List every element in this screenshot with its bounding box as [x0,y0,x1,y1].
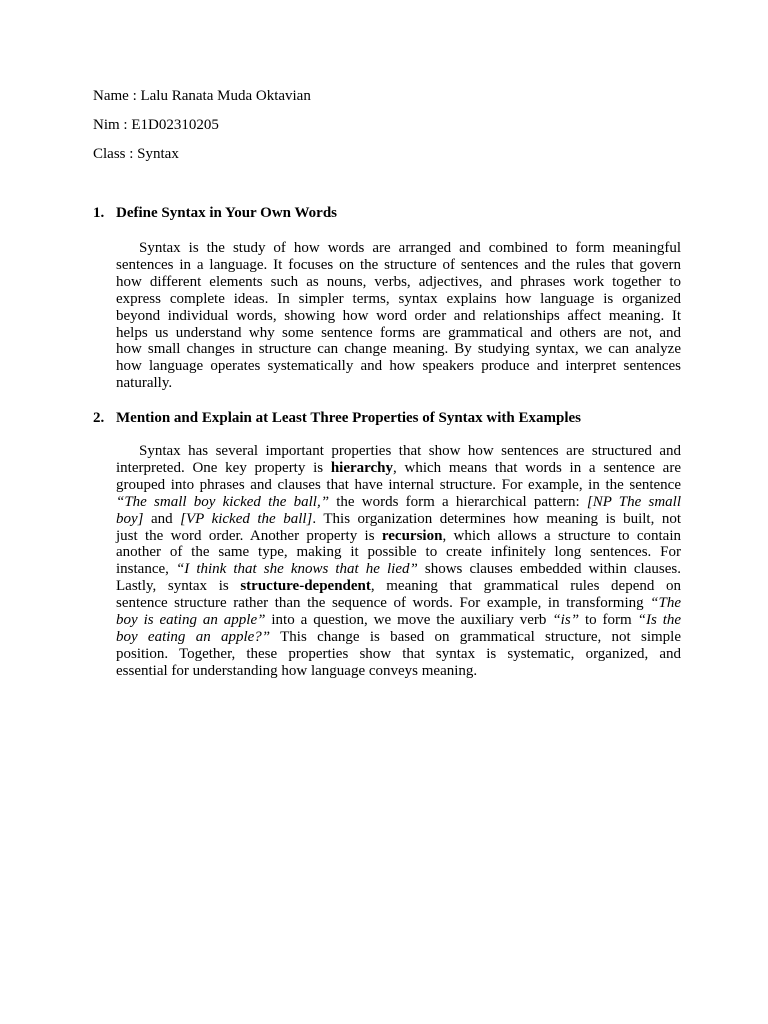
answer-line [116,477,681,494]
answer-line: how language operates systematically and how speakers produce and interpret sentences [116,358,681,375]
text-run: Syntax has several important properties that show how sentences are structured and [139,443,681,459]
text-run: essential for understanding how language conveys meaning. [116,662,478,679]
answer-line: beyond individual words, showing how word order and relationships affect meaning. It [116,307,681,324]
text-run: and [143,510,181,527]
answer-line: helps us understand why some sentence forms are grammatical and others are not, and [116,324,681,341]
text-run: position. Together, these properties show that syntax is systematic, organized, and [116,645,681,662]
text-run: sentence structure rather than the sequence of words. For example, in transforming [116,595,651,612]
bold-term: recursion [381,527,443,544]
answer-line [116,629,681,646]
text-run: to form [579,612,638,629]
text-run: shows clauses embedded within clauses. [417,561,681,578]
answer-line: Syntax is the study of how words are arranged and combined to form meaningful [139,240,681,256]
question-2-title: Mention and Explain at Least Three Properties of Syntax with Examples [116,410,582,426]
answer-line [116,544,681,561]
student-name: Name : Lalu Ranata Muda Oktavian [93,88,311,104]
text-run: Lastly, syntax is [116,578,241,595]
text-run: into a question, we move the auxiliary verb [265,612,553,629]
question-1-heading [93,205,337,222]
italic-example: “is” [552,612,580,629]
italic-example: boy eating an apple?” [116,628,271,645]
bold-term: hierarchy [330,459,394,476]
text-run: , which allows a structure to contain [442,527,681,544]
class-name: Class : Syntax [93,146,179,162]
answer-line: how different elements such as nouns, verbs, adjectives, and phrases work together to [116,273,681,290]
question-2-heading [93,410,581,427]
text-run: instance, [116,561,176,578]
answer-line [116,494,681,511]
answer-line [116,578,681,595]
answer-line [116,460,681,477]
text-run: another of the same type, making it possible to create infinitely long sentences. For [116,544,681,561]
italic-example: [NP The small [586,493,681,510]
answer-line [116,511,681,528]
answer-line [116,663,681,680]
italic-example: “The [650,595,681,612]
answer-line: sentences in a language. It focuses on the structure of sentences and the rules that govern [116,256,681,273]
text-run: This change is based on grammatical structure, not simple [270,628,681,645]
italic-example: boy] [116,510,144,527]
text-run: grouped into phrases and clauses that have internal structure. For example, in the sentence [116,476,681,493]
answer-line [116,528,681,545]
italic-example: “Is the [637,612,682,629]
answer-line: how small changes in structure can change meaning. By studying syntax, we can analyze [116,341,681,358]
answer-line [116,595,681,612]
answer-line [116,646,681,663]
text-run: just the word order. Another property is [116,527,382,544]
question-2-answer [116,443,681,680]
text-run: . This organization determines how meaning is built, not [312,510,682,527]
italic-example: “I think that she knows that he lied” [175,561,418,578]
answer-line [116,443,681,460]
italic-example: boy is eating an apple” [116,612,266,629]
question-1-title: Define Syntax in Your Own Words [116,205,338,221]
text-run: the words form a hierarchical pattern: [329,493,587,510]
answer-line: naturally. [116,375,173,392]
text-run: interpreted. One key property is [116,459,331,476]
question-1-number: 1. [93,205,105,221]
student-nim: Nim : E1D02310205 [93,117,219,133]
italic-example: [VP kicked the ball] [180,510,313,527]
question-1-answer [116,240,681,392]
question-2-number: 2. [93,410,105,426]
answer-line: express complete ideas. In simpler terms, syntax explains how language is organized [116,290,681,307]
italic-example: “The small boy kicked the ball,” [116,493,330,510]
text-run: , which means that words in a sentence are [393,459,681,476]
text-run: , meaning that grammatical rules depend on [370,578,681,595]
answer-line [116,612,681,629]
bold-term: structure-dependent [240,578,371,595]
answer-line [116,561,681,578]
